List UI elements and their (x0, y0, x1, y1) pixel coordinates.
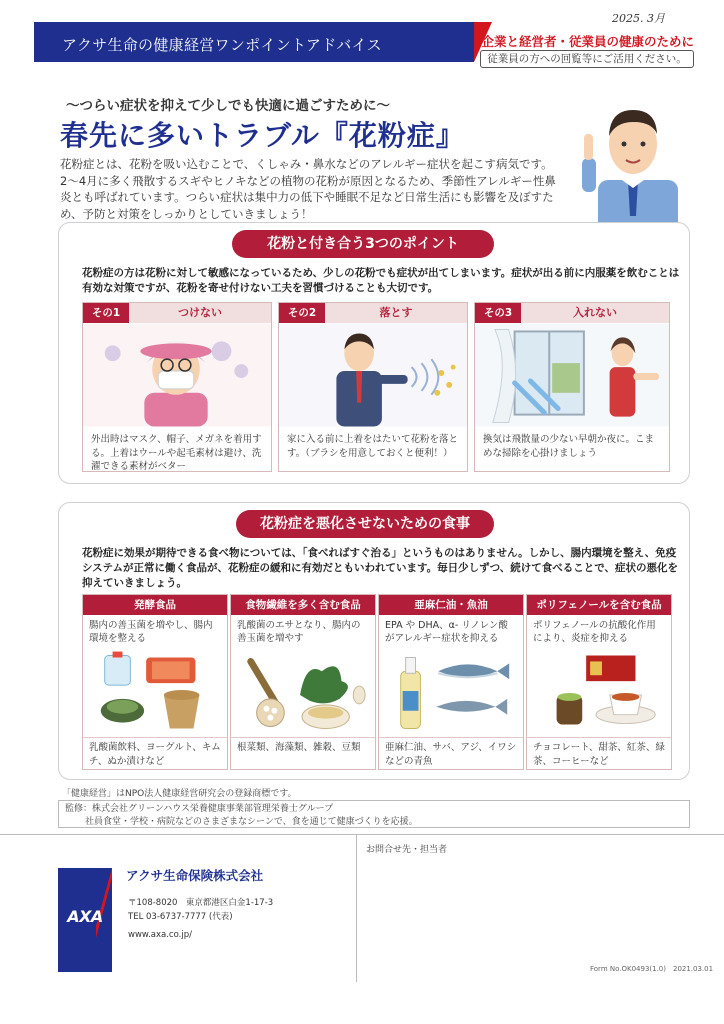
food-examples: 根菜類、海藻類、雑穀、豆類 (237, 742, 361, 753)
employee-note: 従業員の方への回覧等にご活用ください。 (480, 50, 694, 68)
oil-fish-illustration (379, 651, 523, 733)
tip-text: 換気は飛散量の少ない早朝か夜に。こまめな掃除を心掛けましょう (483, 434, 655, 459)
tip-number: その3 (475, 303, 521, 323)
supervision-line: 社員食堂・学校・病院などのさまざまなシーンで、食を通じて健康づくりを応援。 (85, 817, 418, 827)
food-column-fiber (230, 594, 376, 770)
polyphenol-foods-illustration (527, 651, 671, 733)
man-brushing-coat-illustration (279, 323, 467, 427)
food-examples: チョコレート、甜茶、紅茶、緑茶、コーヒーなど (533, 742, 665, 767)
contact-divider (356, 834, 357, 982)
footer-divider (0, 834, 724, 835)
tip-number: その1 (83, 303, 129, 323)
window-ventilation-illustration (475, 323, 669, 427)
food-separator (83, 737, 227, 738)
food-benefit: ポリフェノールの抗酸化作用により、炎症を抑える (533, 620, 656, 644)
food-examples: 乳酸菌飲料、ヨーグルト、キムチ、ぬか漬けなど (89, 742, 221, 767)
company-address: 〒108-8020 東京都港区白金1-17-3 (128, 898, 274, 908)
section-title-pollen-points: 花粉と付き合う3つのポイント (232, 230, 494, 258)
tip-text: 外出時はマスク、帽子、メガネを着用する。上着はウールや起毛素材は避け、洗濯できる素材がベター (91, 434, 262, 472)
header-title: アクサ生命の健康経営ワンポイントアドバイス (62, 36, 382, 54)
tip-number: その2 (279, 303, 325, 323)
trademark-note: 「健康経営」はNPO法人健康経営研究会の登録商標です。 (62, 789, 297, 799)
tip-card-3 (474, 302, 670, 472)
form-number: Form No.OK0493(1.0) 2021.03.01 (590, 965, 714, 973)
page-title: 春先に多いトラブル『花粉症』 (60, 119, 465, 152)
food-benefit: 腸内の善玉菌を増やし、腸内環境を整える (89, 620, 213, 644)
page-subtitle: 〜つらい症状を抑えて少しでも快適に過ごすために〜 (66, 98, 390, 114)
supervision-line: 監修：株式会社グリーンハウス栄養健康事業部管理栄養士グループ (65, 804, 334, 814)
food-benefit: EPA や DHA、α- リノレン酸がアレルギー症状を抑える (385, 620, 508, 644)
food-column-oils (378, 594, 524, 770)
tip-label: 入れない (521, 303, 669, 323)
section-description: 花粉症に効果が期待できる食べ物については、「食べればすぐ治る」というものはありません。しかし、腸内環境を整え、免疫システムが正常に働く食品が、花粉症の緩和に有効だともいわれています。毎日少しずつ、続けて食べることで、症状の悪化を抑えていきましょう。 (82, 547, 678, 589)
food-title: 亜麻仁油・魚油 (379, 595, 523, 615)
food-separator (527, 737, 671, 738)
section-title-diet: 花粉症を悪化させないための食事 (236, 510, 494, 538)
woman-mask-illustration (83, 323, 271, 427)
tip-label: 落とす (325, 303, 467, 323)
businessman-illustration (558, 88, 708, 238)
fiber-foods-illustration (231, 651, 375, 733)
food-benefit: 乳酸菌のエサとなり、腸内の善玉菌を増やす (237, 620, 361, 644)
intro-paragraph: 花粉症とは、花粉を吸い込むことで、くしゃみ・鼻水などのアレルギー症状を起こす病気です。2〜4月に多く飛散するスギやヒノキなどの植物の花粉が原因となるため、季節性アレルギー性鼻炎とも呼ばれています。つらい症状は集中力の低下や睡眠不足など日常生活にも影響を及ぼすため、予防と対策をしっかりとしていきましょう！ (60, 157, 556, 221)
company-phone: TEL 03-6737-7777 (代表) (128, 912, 233, 922)
food-separator (231, 737, 375, 738)
food-column-polyphenol (526, 594, 672, 770)
food-title: 発酵食品 (83, 595, 227, 615)
contact-label: お問合せ先・担当者 (366, 845, 448, 855)
fermented-foods-illustration (83, 651, 227, 733)
tip-card-1 (82, 302, 272, 472)
handwritten-date: 2025. 3月 (612, 12, 665, 25)
corp-tagline: 企業と経営者・従業員の健康のために (481, 34, 694, 49)
tip-card-2 (278, 302, 468, 472)
company-name: アクサ生命保険株式会社 (126, 868, 264, 883)
food-examples: 亜麻仁油、サバ、アジ、イワシなどの青魚 (385, 742, 517, 767)
food-separator (379, 737, 523, 738)
supervision-box (58, 800, 690, 828)
section-description: 花粉症の方は花粉に対して敏感になっているため、少しの花粉でも症状が出てしまいます。症状が出る前に内服薬を飲むことは有効な対策ですが、花粉を寄せ付けない工夫を習慣づけることも大切です。 (82, 267, 680, 294)
food-column-fermented (82, 594, 228, 770)
food-title: 食物繊維を多く含む食品 (231, 595, 375, 615)
company-url[interactable]: www.axa.co.jp/ (128, 930, 192, 940)
tip-text: 家に入る前に上着をはたいて花粉を落とす。（ブラシを用意しておくと便利！） (287, 434, 459, 459)
tip-label: つけない (129, 303, 271, 323)
axa-logo-text: AXA (67, 907, 103, 926)
food-title: ポリフェノールを含む食品 (527, 595, 671, 615)
